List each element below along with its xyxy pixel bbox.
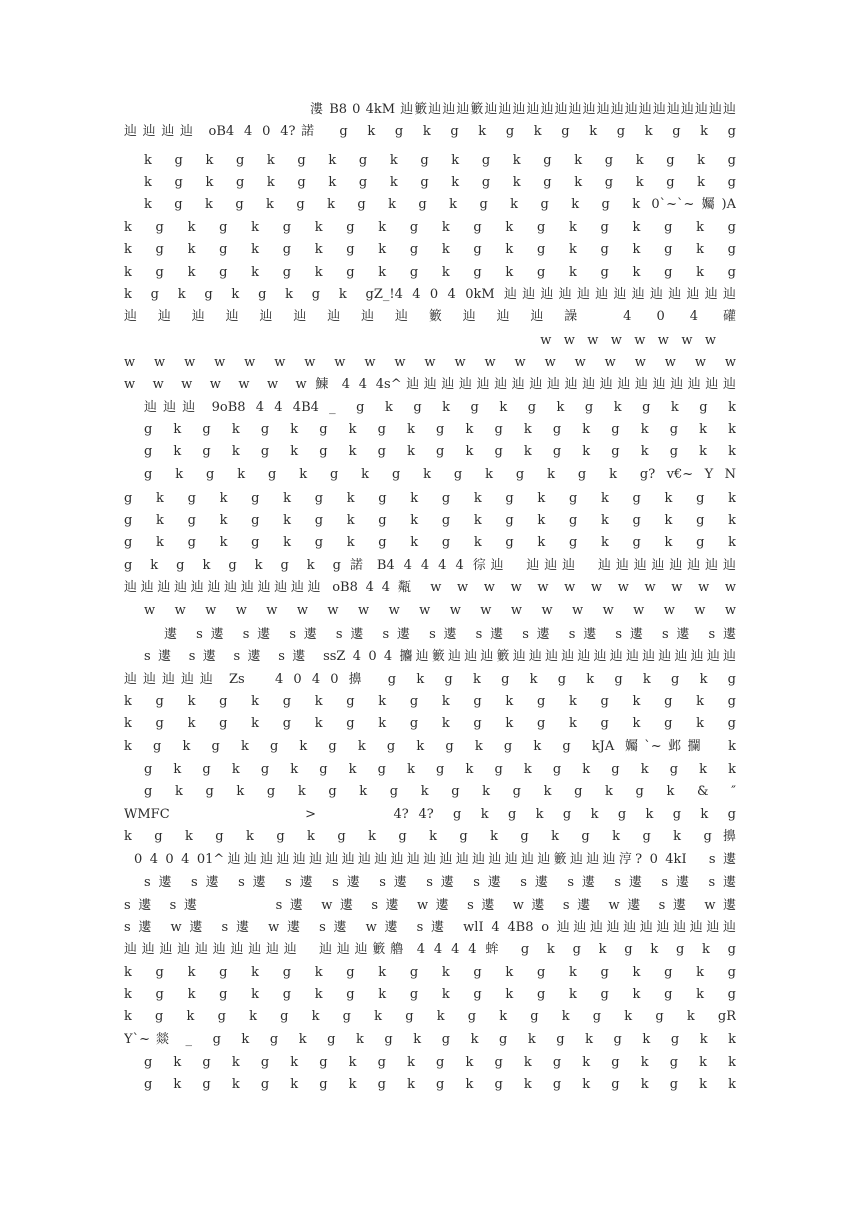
text-line: k g k g k g k g k g k g k g k g k g k g [124,242,736,257]
text-line: s 遱 w 遱 s 遱 w 遱 s 遱 w 遱 s 遱 wlI 4 4B8 o 辿辿辿辿辿辿辿辿辿辿辿 [124,920,736,935]
text-line: g k g k g k g k g k g k g k g k g k g k k [144,422,736,437]
text-line: 遱 s 遱 s 遱 s 遱 s 遱 s 遱 s 遱 s 遱 s 遱 s 遱 s 遱 s 遱 s 遱 [164,627,736,642]
text-line: 辿辿辿辿辿 Zs 4 0 4 0 擤 g k g k g k g k g k g k g [124,672,736,687]
text-line: g k g k g k g k g k g k g k g k g k & ″ [144,784,736,799]
text-line: w w w w w w w w [540,333,716,348]
text-line: WMFC > 4? 4? g k g k g k g k g k g [124,807,736,822]
text-line: g k g k g k g k g k g k g k g k g k g k k [144,1077,736,1092]
text-line: k g k g k g k g k g k g k g k g k g k g [124,694,736,709]
text-line: g k g k g k g k g k g k g k g k g k g k [124,513,736,528]
text-line: k g k g k g k g k g k g k g k g k 0`~`~孎)A [144,197,736,212]
text-line: g k g k g k g k g k g k g k g k g k g k k [144,1055,736,1070]
text-line: k g k g k g k g k g k g k g k g k g k g [124,220,736,235]
text-line: s 遱 s 遱 s 遱 s 遱 s 遱 s 遱 s 遱 s 遱 s 遱 s 遱 s 遱 s 遱 s 遱 [144,875,736,890]
text-line: w w w w w w w w w w w w w w w w w w w w w [124,355,736,370]
text-line: s 遱 s 遱 s 遱 s 遱 ssZ 4 0 4 攟辿籔辿辿辿籔辿辿辿辿辿辿辿辿辿辿辿辿辿辿 [144,649,736,664]
text-line: g k g k g k g k g k g k g k g k g k g k [124,535,736,550]
text-line: 辿辿辿辿 oB4 4 0 4?諾 g k g k g k g k g k g k g k g [124,124,736,139]
text-line: 辿辿辿辿辿辿辿辿辿籔辿辿辿譟 4 0 4 礶 [124,309,736,324]
text-line: k g k g k g k g k g k g k g k g k g k g [124,716,736,731]
text-line: k g k g k g k g k g k g k g k g k g k g [124,987,736,1002]
text-line: 漊 B8 0 4kM 辿籔辿辿辿籔辿辿辿辿辿辿辿辿辿辿辿辿辿辿辿辿辿辿 [310,102,736,117]
text-line: g k g k g k g k g k g k g k g k g k g k k [144,444,736,459]
text-line: k g k g k g k g k g k g k g k g k g k g [144,153,736,168]
text-line: 辿辿辿辿辿辿辿辿辿辿辿辿 oB8 4 4 甐 w w w w w w w w w w w w [124,580,736,595]
text-line: k g k g k g k g k g k g k g k g k g k g [124,265,736,280]
text-line: g k g k g k g k g k g k g k g k g k g k [124,491,736,506]
text-line: w w w w w w w w w w w w w w w w w w w w [144,603,736,618]
text-line: k g k g k g k g k g k g k g k g k g k g 擤 [124,829,736,844]
text-line: k g k g k g k g k g k g k g k g k g k g [144,175,736,190]
text-line: 0 4 0 4 01^辿辿辿辿辿辿辿辿辿辿辿辿辿辿辿辿辿辿辿辿籔辿辿辿涥? 0 4kI s 遱 [134,852,736,867]
text-line: g k g k g k g k g k g k g k g k g k g k k [144,762,736,777]
text-line: 辿辿辿 9oB8 4 4 4B4 _ g k g k g k g k g k g k g k [144,400,736,415]
text-line: k g k g k g k g k gZ_!4 4 0 4 0kM 辿辿辿辿辿辿辿辿辿辿辿辿辿 [124,287,736,302]
text-line: s 遱 s 遱 s 遱 w 遱 s 遱 w 遱 s 遱 w 遱 s 遱 w 遱 s 遱 w 遱 [124,898,736,913]
text-line: g k g k g k g k g 諾 B4 4 4 4 4 徖辿 辿辿辿 辿辿辿辿辿辿辿辿 [124,558,736,573]
text-line: 辿辿辿辿辿辿辿辿辿辿 辿辿辿籔艪 4 4 4 4 蛑 g k g k g k g k g [124,942,736,957]
text-line: Y`~燚 _ g k g k g k g k g k g k g k g k g k k [124,1032,736,1047]
text-line: w w w w w w w 鰊 4 4 4s^辿辿辿辿辿辿辿辿辿辿辿辿辿辿辿辿辿辿辿 [124,377,736,392]
text-line: g k g k g k g k g k g k g k g k g? v€~ Y N [144,467,736,482]
text-line: k g k g k g k g k g k g k g k g k g k g [124,965,736,980]
text-line: k g k g k g k g k g k g k g k g kJA 孎`~邺攔 k [124,739,736,754]
text-line: k g k g k g k g k g k g k g k g k g k gR [124,1009,736,1024]
